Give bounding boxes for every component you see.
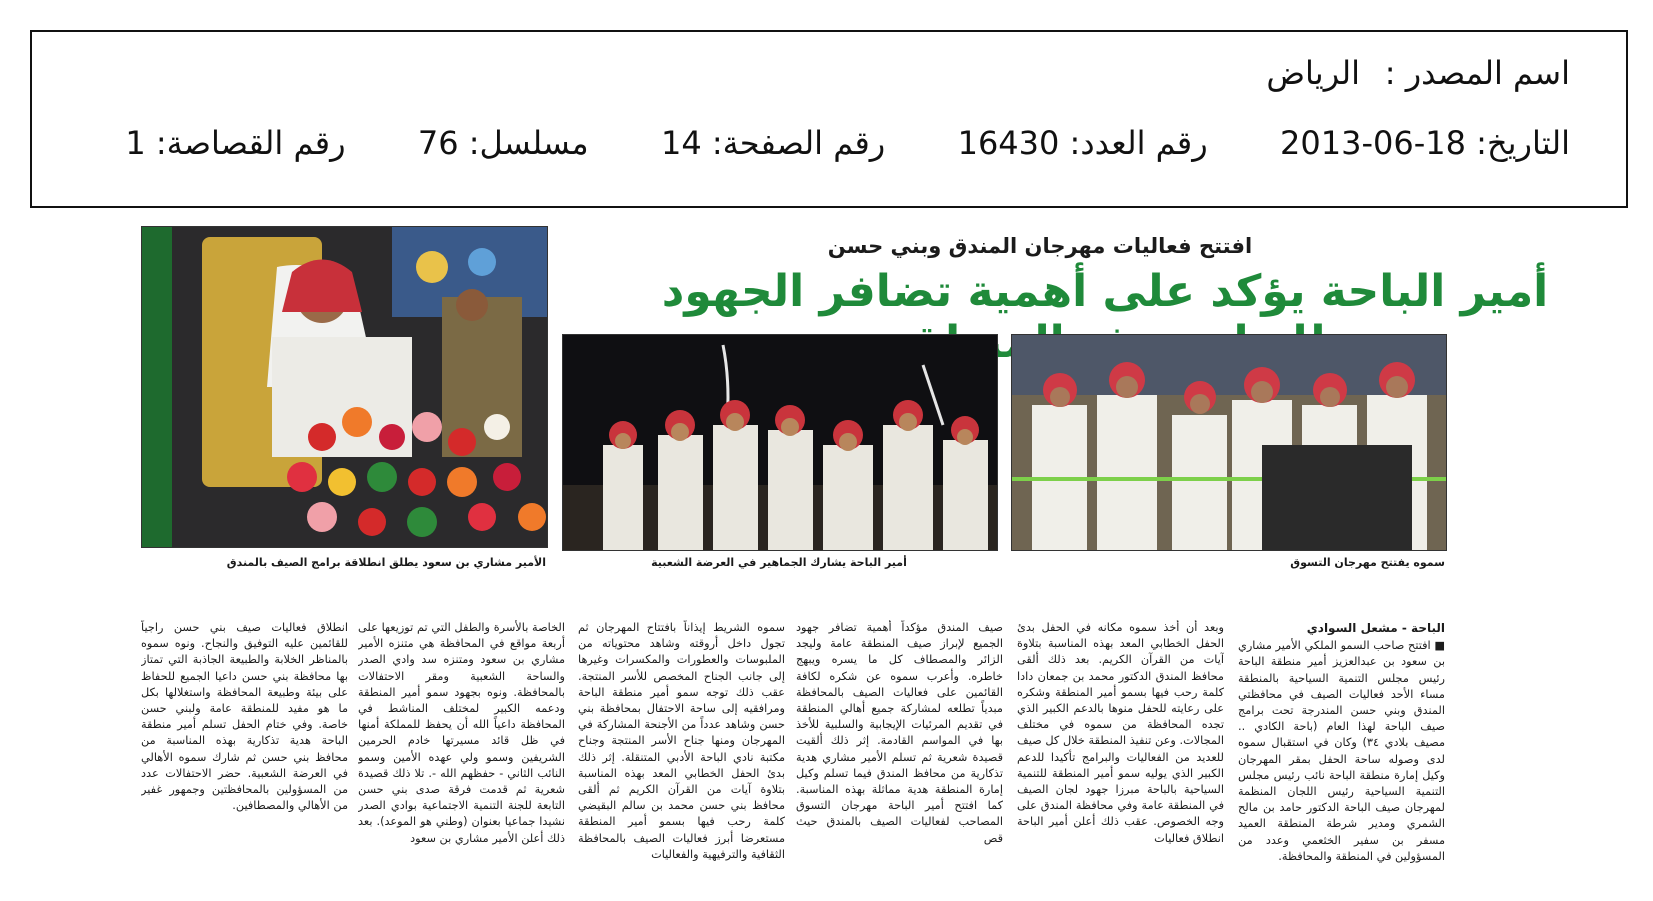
photo-ribbon-cutting (1011, 334, 1447, 551)
photo-ardha-dance (562, 334, 998, 551)
page-label: رقم الصفحة: (711, 124, 886, 162)
serial-value: 76 (417, 124, 459, 162)
article-column-6 (141, 620, 348, 901)
column-text: انطلاق فعاليات صيف بني حسن راجياً للقائمين عليه التوفيق والنجاح. ونوه سموه بالمناظر الخلابة والطبيعة الجاذبة التي تمتاز بها محافظة بني حسن داعيا الجميع للحفاظ على بيئة وطبيعة المحافظة واستغلالها بكل ما هو مفيد للمنطقة عامة ولبني حسن خاصة. وفي ختام الحفل تسلم أمير منطقة الباحة هدية تذكارية بهذه المناسبة من محافظ بني حسن ثم شارك سموه الأهالي في العرضة الشعبية. حضر الاحتفالات عدد من المسؤولين بالمحافظتين وجمهور غفير من الأهالي والمصطافين. (141, 621, 348, 813)
details-row (125, 124, 1570, 162)
photo-emir-podium (141, 226, 548, 548)
article-column-3 (796, 620, 1003, 901)
article-byline: الباحة - مشعل السوادي (1306, 621, 1445, 635)
article-column-2 (1017, 620, 1224, 901)
date-value: 2013-06-18 (1280, 124, 1466, 162)
source-label: اسم المصدر : (1384, 54, 1570, 92)
source-value: الرياض (1266, 54, 1360, 92)
article-kicker: افتتح فعاليات مهرجان المندق وبني حسن (827, 234, 1253, 258)
caption-middle: أمير الباحة يشارك الجماهير في العرضة الشعبية (651, 556, 907, 569)
article-column-1 (1238, 620, 1445, 901)
clipping-metadata-box (30, 30, 1628, 208)
column-text: الخاصة بالأسرة والطفل التي تم توزيعها على أربعة مواقع في المحافظة هي متنزه الأمير مشاري بن سعود ومتنزه سد وادي الصدر والساحة الشعبية ومقر الاحتفالات بالمحافظة. ونوه بجهود سمو أمير المنطقة ودعمه الكبير لمختلف المناشط في المحافظة داعياً الله أن يحفظ للمملكة أمنها في ظل قائد مسيرتها خادم الحرمين الشريفين وسمو ولي عهده الأمين وسمو النائب الثاني - حفظهم الله -. تلا ذلك قصيدة شعرية ثم قدمت فرقة صدى بني حسن التابعة للجنة التنمية الاجتماعية بوادي الصدر نشيدا جماعيا بعنوان (وطني هو الموعد). بعد ذلك أعلن الأمير مشاري بن سعود (358, 621, 565, 845)
newspaper-clipping (0, 230, 1653, 901)
article-column-5 (358, 620, 565, 901)
article-headline: أمير الباحة يؤكد على أهمية تضافر الجهود (661, 266, 1549, 317)
issue-label: رقم العدد: (1069, 124, 1208, 162)
issue-value: 16430 (957, 124, 1060, 162)
article-column-4 (578, 620, 785, 901)
clip-label: رقم القصاصة: (155, 124, 346, 162)
serial-label: مسلسل: (468, 124, 589, 162)
page-value: 14 (660, 124, 702, 162)
date-label: التاريخ: (1476, 124, 1570, 162)
column-text: وبعد أن أخذ سموه مكانه في الحفل بدئ الحفل الخطابي المعد بهذه المناسبة بتلاوة آيات من القرآن الكريم. بعد ذلك ألقى محافظ المندق الدكتور محمد بن جمعان دادا كلمة رحب فيها بسمو أمير المنطقة وشكره على رعايته للحفل منوها بالدعم الكبير الذي تجده المحافظة من سموه في مختلف المجالات. وعن تنفيذ المنطقة خلال كل صيف للعديد من الفعاليات والبرامج تأكيدا للدعم الكبير الذي يوليه سمو أمير المنطقة للتنمية السياحية بالباحة مبرزا جهود لجان الصيف في المنطقة عامة وفي محافظة المندق على وجه الخصوص. عقب ذلك أعلن أمير الباحة انطلاق فعاليات (1017, 621, 1224, 845)
source-row (1266, 54, 1570, 92)
caption-right: سموه يفتتح مهرجان التسوق (1290, 556, 1445, 569)
column-text: صيف المندق مؤكداً أهمية تضافر جهود الجميع لإبراز صيف المنطقة عامة وليجد الزائر والمصطاف كل ما يسره ويبهج خاطره. وأعرب سموه عن شكره لكافة القائمين على فعاليات الصيف بالمحافظة مبدياً تطلعه لمشاركة جميع أهالي المنطقة في تقديم المرئيات الإيجابية والسلبية للأخذ بها في المواسم القادمة. إثر ذلك ألقيت قصيدة شعرية ثم تسلم الأمير مشاري هدية تذكارية من محافظ المندق فيما تسلم وكيل إمارة المنطقة هدية مماثلة بهذه المناسبة. كما افتتح أمير الباحة مهرجان التسوق المصاحب لفعاليات الصيف بالمندق حيث قص (796, 621, 1003, 845)
caption-left: الأمير مشاري بن سعود يطلق انطلاقة برامج الصيف بالمندق (226, 556, 546, 569)
column-text: سموه الشريط إيذاناً بافتتاح المهرجان ثم تجول داخل أروقته وشاهد محتوياته من الملبوسات والعطورات والمكسرات وغيرها إلى جانب الجناح المخصص للأسر المنتجة. عقب ذلك توجه سمو أمير منطقة الباحة ومرافقيه إلى ساحة الاحتفال بمحافظة بني حسن وشاهد عدداً من الأجنحة المشاركة في المهرجان ومنها جناح الأسر المنتجة وجناح مكتبة نادي الباحة الأدبي المتنقلة. إثر ذلك بدئ الحفل الخطابي المعد بهذه المناسبة بتلاوة آيات من القرآن الكريم ثم ألقى محافظ بني حسن محمد بن سالم البقيضي كلمة رحب فيها بسمو أمير المنطقة مستعرضا أبرز فعاليات الصيف بالمحافظة الثقافية والترفيهية والفعاليات (578, 621, 785, 861)
clip-value: 1 (125, 124, 146, 162)
column-text: ■ افتتح صاحب السمو الملكي الأمير مشاري بن سعود بن عبدالعزيز أمير منطقة الباحة رئيس مجلس التنمية السياحية بالمنطقة مساء الأحد فعاليات الصيف في محافظتي المندق وبني حسن المندرجة تحت برامج صيف الباحة لهذا العام (باحة الكادي .. مصيف بلادي ٣٤) وكان في استقبال سموه لدى وصوله ساحة الحفل بمقر المهرجان وكيل إمارة منطقة الباحة نائب رئيس مجلس التنمية السياحية رئيس اللجان المنظمة لمهرجان صيف الباحة الدكتور حامد بن مالح الشمري ومدير شرطة المنطقة العميد مسفر بن سفير الخثعمي وعدد من المسؤولين في المنطقة والمحافظة. (1238, 639, 1445, 863)
